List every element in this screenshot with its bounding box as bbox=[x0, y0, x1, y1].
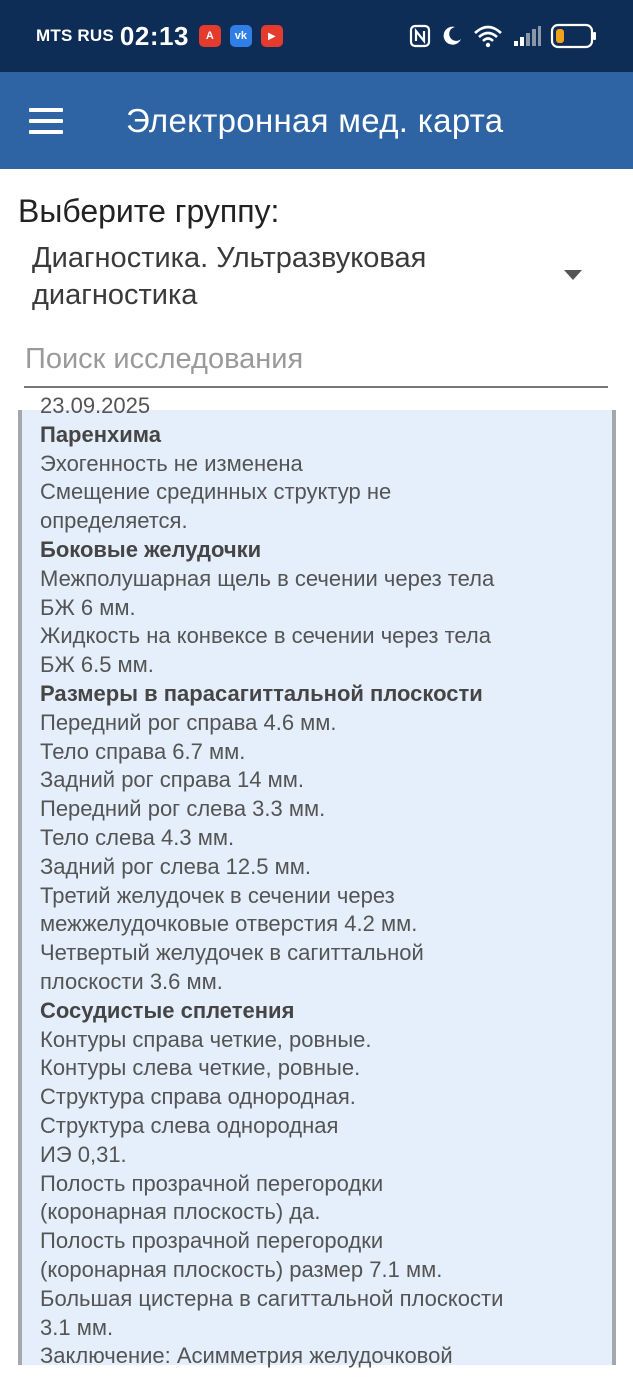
result-line: плоскости 3.6 мм. bbox=[40, 968, 223, 994]
result-line: Жидкость на конвексе в сечении через тела bbox=[40, 623, 491, 649]
result-line: Межполушарная щель в сечении через тела bbox=[40, 565, 495, 591]
result-section-heading: Паренхима bbox=[40, 421, 161, 447]
result-line: Смещение срединных структур не bbox=[40, 479, 392, 505]
dropdown-arrow-icon bbox=[564, 270, 582, 280]
study-result-text bbox=[40, 392, 610, 1371]
result-line: (коронарная плоскость) да. bbox=[40, 1199, 321, 1225]
battery-icon bbox=[551, 23, 597, 49]
result-line: определяется. bbox=[40, 508, 188, 534]
result-line: ИЭ 0,31. bbox=[40, 1141, 127, 1167]
group-select-value-line1: Диагностика. Ультразвуковая bbox=[32, 242, 427, 274]
result-line: Структура справа однородная. bbox=[40, 1084, 356, 1110]
result-line: Полость прозрачной перегородки bbox=[40, 1170, 384, 1196]
search-input[interactable] bbox=[24, 340, 608, 388]
result-line: Эхогенность не изменена bbox=[40, 450, 303, 476]
carrier-name: MTS RUS bbox=[36, 26, 114, 45]
result-line: Третий желудочек в сечении через bbox=[40, 882, 395, 908]
result-line: Контуры слева четкие, ровные. bbox=[40, 1055, 361, 1081]
result-line: Задний рог слева 12.5 мм. bbox=[40, 853, 311, 879]
result-line: Передний рог справа 4.6 мм. bbox=[40, 709, 337, 735]
result-line: Задний рог справа 14 мм. bbox=[40, 767, 304, 793]
result-line: межжелудочковые отверстия 4.2 мм. bbox=[40, 911, 418, 937]
result-line: Тело слева 4.3 мм. bbox=[40, 824, 235, 850]
group-select-dropdown[interactable] bbox=[32, 240, 602, 316]
clock: 02:13 bbox=[119, 20, 189, 51]
result-line: Структура слева однородная bbox=[40, 1112, 339, 1138]
status-bar bbox=[0, 0, 633, 72]
moon-icon bbox=[441, 25, 463, 47]
status-icons bbox=[399, 23, 597, 49]
result-line: Контуры справа четкие, ровные. bbox=[40, 1026, 372, 1052]
vk-icon: vk bbox=[230, 25, 252, 47]
wifi-icon bbox=[473, 24, 503, 48]
nfc-icon bbox=[409, 24, 431, 48]
group-select-value-line2: диагностика bbox=[32, 279, 198, 311]
result-line: Заключение: Асимметрия желудочковой bbox=[40, 1343, 453, 1369]
result-line: Тело справа 6.7 мм. bbox=[40, 738, 246, 764]
app-title: Электронная мед. карта bbox=[126, 101, 504, 139]
app-bar bbox=[0, 72, 633, 169]
result-section-heading: Сосудистые сплетения bbox=[40, 997, 295, 1023]
result-line: Передний рог слева 3.3 мм. bbox=[40, 796, 326, 822]
signal-icon bbox=[513, 25, 541, 47]
result-line: Четвертый желудочек в сагиттальной bbox=[40, 940, 424, 966]
result-section-heading: Размеры в парасагиттальной плоскости bbox=[40, 680, 483, 706]
youtube-icon: ▶ bbox=[261, 25, 283, 47]
alfa-bank-icon: А bbox=[199, 25, 221, 47]
result-line: (коронарная плоскость) размер 7.1 мм. bbox=[40, 1256, 443, 1282]
result-section-heading: Боковые желудочки bbox=[40, 536, 262, 562]
result-line: Полость прозрачной перегородки bbox=[40, 1228, 384, 1254]
group-select-value bbox=[32, 240, 532, 314]
result-line: Большая цистерна в сагиттальной плоскости bbox=[40, 1285, 504, 1311]
study-result-panel[interactable] bbox=[18, 393, 616, 1369]
group-select-label: Выберите группу: bbox=[18, 193, 280, 229]
result-line: БЖ 6 мм. bbox=[40, 594, 136, 620]
hamburger-menu-icon[interactable] bbox=[0, 72, 92, 169]
result-line: 3.1 мм. bbox=[40, 1314, 114, 1340]
result-line: БЖ 6.5 мм. bbox=[40, 652, 154, 678]
result-line: 23.09.2025 bbox=[40, 393, 151, 418]
